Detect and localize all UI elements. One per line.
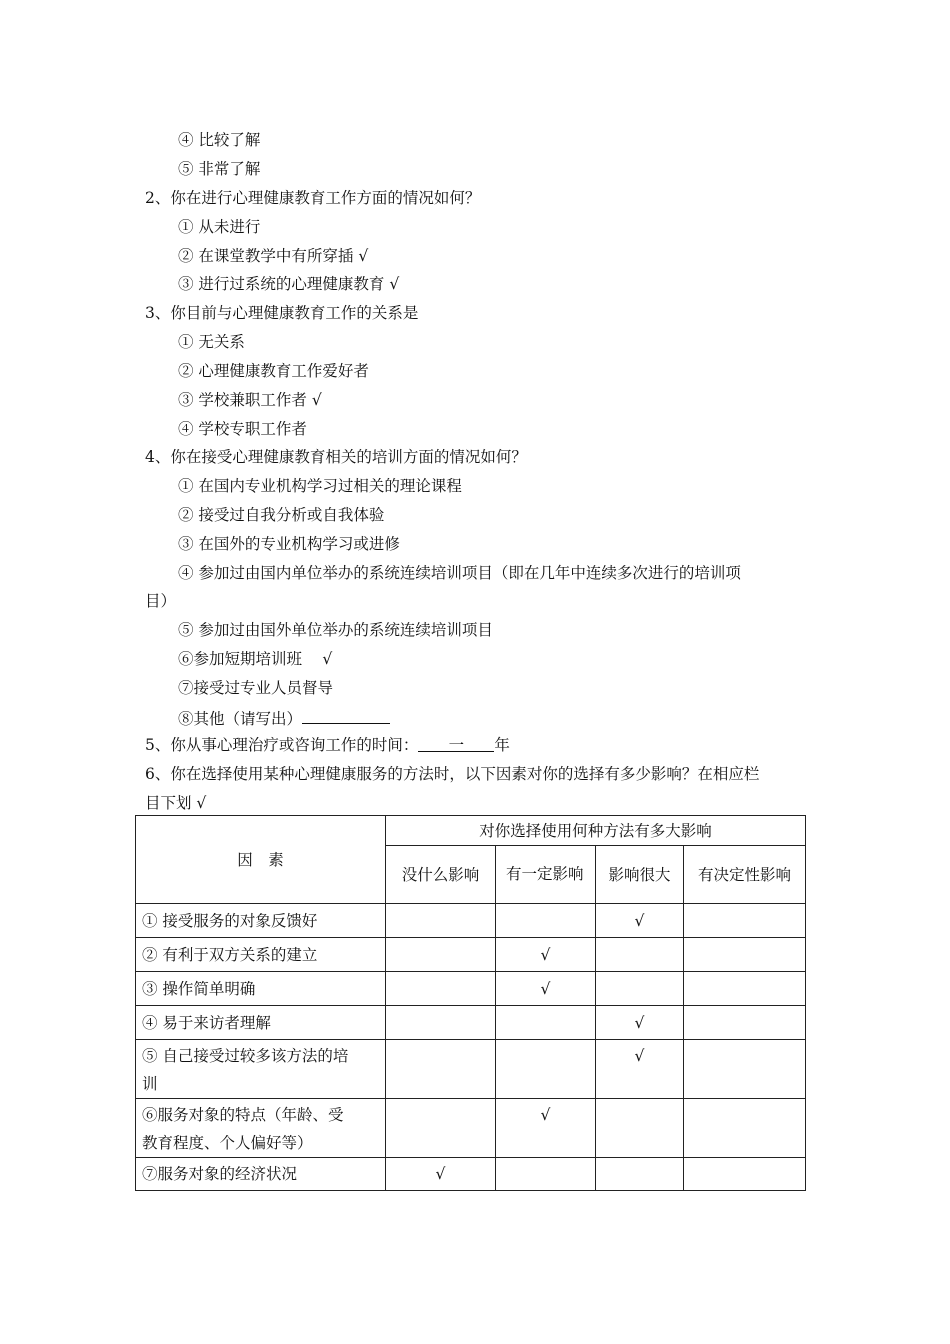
q5-question: 5、你从事心理治疗或咨询工作的时间： — [145, 736, 419, 754]
mark-cell[interactable] — [596, 1099, 684, 1158]
mark-cell[interactable] — [596, 1158, 684, 1191]
q3-option-2: ② 心理健康教育工作爱好者 — [178, 362, 369, 380]
q4-option-4: ④ 参加过由国内单位举办的系统连续培训项目（即在几年中连续多次进行的培训项 — [178, 564, 741, 582]
factor-cell: ① 接受服务的对象反馈好 — [136, 904, 386, 938]
mark-cell[interactable] — [596, 938, 684, 972]
mark-cell[interactable] — [386, 904, 496, 938]
q1-option-5: ⑤ 非常了解 — [178, 160, 261, 178]
q3-option-1: ① 无关系 — [178, 333, 245, 351]
q4-option-3: ③ 在国外的专业机构学习或进修 — [178, 535, 400, 553]
factor-line: 训 — [142, 1075, 158, 1093]
q3-option-3: ③ 学校兼职工作者 √ — [178, 391, 322, 409]
mark-cell[interactable] — [386, 938, 496, 972]
mark-cell[interactable] — [496, 1040, 596, 1099]
mark-cell[interactable] — [684, 1006, 806, 1040]
mark-cell[interactable]: √ — [496, 938, 596, 972]
table-header-row — [136, 816, 806, 846]
mark-cell[interactable]: √ — [596, 1006, 684, 1040]
mark-cell[interactable] — [386, 1006, 496, 1040]
mark-cell[interactable] — [684, 1158, 806, 1191]
q2-option-3: ③ 进行过系统的心理健康教育 √ — [178, 275, 400, 293]
mark-cell[interactable]: √ — [496, 1099, 596, 1158]
mark-cell[interactable] — [684, 1040, 806, 1099]
mark-cell[interactable]: √ — [596, 1040, 684, 1099]
q2-option-2: ② 在课堂教学中有所穿插 √ — [178, 247, 369, 265]
mark-cell[interactable]: √ — [596, 904, 684, 938]
table-row — [136, 1040, 806, 1099]
mark-cell[interactable] — [684, 972, 806, 1006]
table-row — [136, 904, 806, 938]
level-decisive: 有决定性影响 — [684, 846, 806, 904]
factor-cell: ④ 易于来访者理解 — [136, 1006, 386, 1040]
q4-option-8 — [178, 707, 390, 729]
level-none: 没什么影响 — [386, 846, 496, 904]
mark-cell[interactable] — [596, 972, 684, 1006]
q3-question: 3、你目前与心理健康教育工作的关系是 — [145, 304, 419, 322]
factor-line: ⑤ 自己接受过较多该方法的培 — [142, 1047, 349, 1065]
q4-option-6: ⑥参加短期培训班 √ — [178, 650, 333, 668]
mark-cell[interactable] — [496, 1158, 596, 1191]
q4-option-7: ⑦接受过专业人员督导 — [178, 679, 334, 697]
level-large: 影响很大 — [596, 846, 684, 904]
q4-option-5: ⑤ 参加过由国外单位举办的系统连续培训项目 — [178, 621, 493, 639]
mark-cell[interactable] — [684, 904, 806, 938]
factor-header: 因 素 — [136, 816, 386, 904]
table-row — [136, 938, 806, 972]
mark-cell[interactable] — [684, 1099, 806, 1158]
table-row — [136, 972, 806, 1006]
q4-option-4-wrap: 目） — [145, 592, 177, 610]
mark-cell[interactable] — [386, 1040, 496, 1099]
mark-cell[interactable] — [496, 904, 596, 938]
mark-cell[interactable]: √ — [386, 1158, 496, 1191]
q5-dash: 一 — [448, 736, 465, 754]
q4-question: 4、你在接受心理健康教育相关的培训方面的情况如何？ — [145, 448, 527, 466]
factor-cell — [136, 1099, 386, 1158]
level-some: 有一定影响 — [496, 846, 596, 904]
table-row — [136, 1099, 806, 1158]
q5-time-blank[interactable] — [418, 735, 494, 752]
q4-option-1: ① 在国内专业机构学习过相关的理论课程 — [178, 477, 462, 495]
q6-question-line1: 6、你在选择使用某种心理健康服务的方法时，以下因素对你的选择有多少影响？在相应栏 — [145, 765, 760, 783]
table-row — [136, 1006, 806, 1040]
influence-table — [135, 815, 806, 1191]
mark-cell[interactable] — [386, 972, 496, 1006]
q4-other-blank[interactable] — [302, 707, 390, 724]
mark-cell[interactable]: √ — [496, 972, 596, 1006]
mark-cell[interactable] — [684, 938, 806, 972]
q5-unit: 年 — [494, 736, 510, 754]
factor-cell — [136, 1040, 386, 1099]
factor-line: 教育程度、个人偏好等） — [142, 1134, 313, 1152]
q5-line — [145, 735, 510, 755]
factor-cell: ⑦服务对象的经济状况 — [136, 1158, 386, 1191]
factor-line: ⑥服务对象的特点（年龄、受 — [142, 1106, 344, 1124]
q6-question-line2: 目下划 √ — [145, 794, 207, 812]
q4-option-8-label: ⑧其他（请写出） — [178, 710, 303, 728]
q3-option-4: ④ 学校专职工作者 — [178, 420, 307, 438]
mark-cell[interactable] — [386, 1099, 496, 1158]
q1-option-4: ④ 比较了解 — [178, 131, 261, 149]
factor-cell: ② 有利于双方关系的建立 — [136, 938, 386, 972]
q2-question: 2、你在进行心理健康教育工作方面的情况如何？ — [145, 189, 481, 207]
q4-option-2: ② 接受过自我分析或自我体验 — [178, 506, 385, 524]
influence-header: 对你选择使用何种方法有多大影响 — [386, 816, 806, 846]
table-row — [136, 1158, 806, 1191]
q2-option-1: ① 从未进行 — [178, 218, 261, 236]
factor-cell: ③ 操作简单明确 — [136, 972, 386, 1006]
mark-cell[interactable] — [496, 1006, 596, 1040]
